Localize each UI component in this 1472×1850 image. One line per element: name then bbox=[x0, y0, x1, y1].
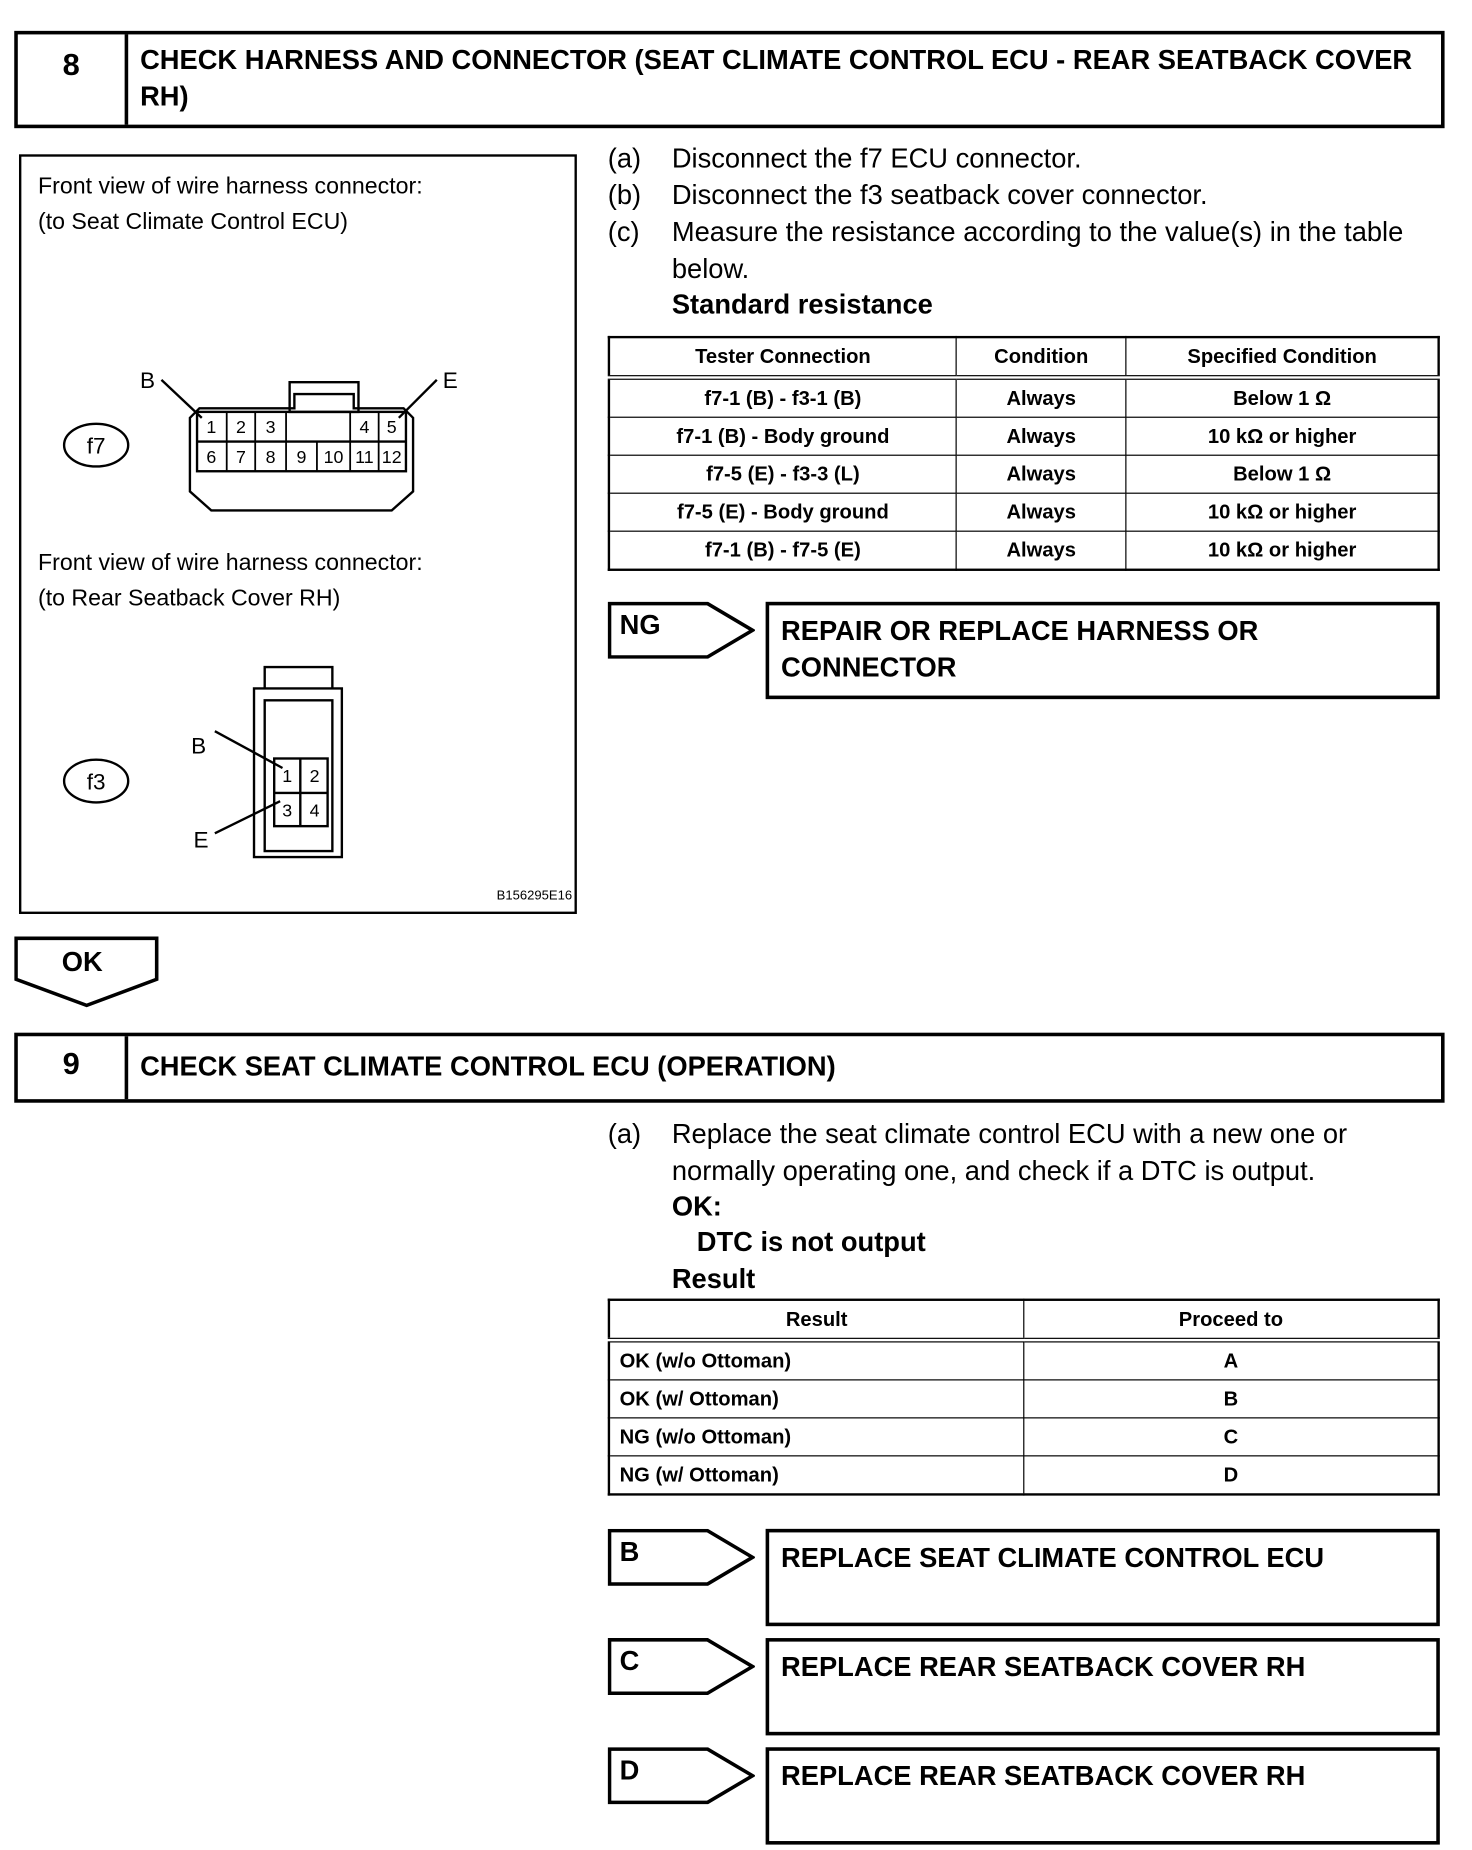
ng-arrow bbox=[608, 602, 755, 659]
step-number: 8 bbox=[18, 34, 128, 124]
outcome-label: B bbox=[619, 1535, 640, 1567]
table-row bbox=[609, 531, 1439, 570]
ok-criteria-text: DTC is not output bbox=[696, 1226, 926, 1258]
connector-id-f3: f3 bbox=[86, 769, 106, 795]
table-cell: NG (w/o Ottoman) bbox=[609, 1418, 1024, 1456]
table-cell: Always bbox=[956, 455, 1126, 493]
outcome-action-box: REPLACE REAR SEATBACK COVER RH bbox=[766, 1638, 1440, 1735]
caption-line: Front view of wire harness connector: bbox=[37, 173, 423, 200]
step-c bbox=[608, 214, 1444, 288]
table-row bbox=[609, 1418, 1439, 1456]
table-cell: A bbox=[1024, 1340, 1439, 1380]
pin-number: 4 bbox=[309, 800, 320, 821]
column-header: Specified Condition bbox=[1126, 337, 1438, 377]
table-cell: 10 kΩ or higher bbox=[1126, 531, 1438, 570]
label-b: B bbox=[191, 733, 207, 759]
pin-number: 5 bbox=[386, 417, 397, 438]
table-cell: C bbox=[1024, 1418, 1439, 1456]
caption-line: Front view of wire harness connector: bbox=[37, 549, 423, 576]
table-row bbox=[609, 1456, 1439, 1495]
table-row bbox=[609, 493, 1439, 531]
table-header-row bbox=[609, 337, 1439, 377]
outcome-label: D bbox=[619, 1754, 640, 1786]
step-a bbox=[608, 140, 1444, 177]
step-text: Replace the seat climate control ECU with a new one or normally operating one, and check if a DTC is output. bbox=[671, 1118, 1348, 1186]
table-cell: Always bbox=[956, 531, 1126, 570]
table-cell: Always bbox=[956, 377, 1126, 417]
step-label: (a) bbox=[607, 1118, 642, 1150]
pin-number: 10 bbox=[323, 446, 344, 467]
pin-number: 1 bbox=[282, 766, 293, 787]
column-header: Condition bbox=[956, 337, 1126, 377]
table-cell: D bbox=[1024, 1456, 1439, 1495]
ng-label: NG bbox=[619, 608, 661, 640]
table-cell: 10 kΩ or higher bbox=[1126, 493, 1438, 531]
ok-criteria-label: OK: bbox=[671, 1190, 722, 1222]
table-row bbox=[609, 417, 1439, 455]
pin-number: 1 bbox=[206, 417, 217, 438]
column-header: Tester Connection bbox=[609, 337, 956, 377]
table-cell: f7-1 (B) - Body ground bbox=[609, 417, 956, 455]
connector-diagram bbox=[19, 154, 577, 914]
caption-line: (to Rear Seatback Cover RH) bbox=[37, 585, 341, 612]
connector-drawings bbox=[21, 157, 579, 917]
outcome-action-box: REPLACE SEAT CLIMATE CONTROL ECU bbox=[766, 1529, 1440, 1626]
column-header: Proceed to bbox=[1024, 1300, 1439, 1340]
connector-id-f7: f7 bbox=[86, 433, 106, 459]
table-cell: Always bbox=[956, 417, 1126, 455]
ng-action-box: REPAIR OR REPLACE HARNESS OR CONNECTOR bbox=[766, 602, 1440, 699]
label-e: E bbox=[193, 827, 209, 853]
table-cell: 10 kΩ or higher bbox=[1126, 417, 1438, 455]
step-text: Disconnect the f3 seatback cover connector. bbox=[671, 179, 1208, 211]
pin-number: 3 bbox=[265, 417, 276, 438]
step-text: Disconnect the f7 ECU connector. bbox=[671, 142, 1082, 174]
result-label: Result bbox=[671, 1262, 756, 1294]
table-header-row bbox=[609, 1300, 1439, 1340]
step-title: CHECK SEAT CLIMATE CONTROL ECU (OPERATION) bbox=[140, 1050, 836, 1082]
table-cell: OK (w/o Ottoman) bbox=[609, 1340, 1024, 1380]
table-cell: Always bbox=[956, 493, 1126, 531]
step-b bbox=[608, 177, 1444, 214]
column-header: Result bbox=[609, 1300, 1024, 1340]
outcome-label: C bbox=[619, 1645, 640, 1677]
table-row bbox=[609, 1380, 1439, 1418]
result-table bbox=[608, 1299, 1440, 1496]
figure-id: B156295E16 bbox=[496, 887, 573, 903]
table-cell: B bbox=[1024, 1380, 1439, 1418]
table-row bbox=[609, 455, 1439, 493]
ok-arrow bbox=[14, 937, 159, 1008]
table-cell: f7-1 (B) - f7-5 (E) bbox=[609, 531, 956, 570]
step-title: CHECK HARNESS AND CONNECTOR (SEAT CLIMATE CONTROL ECU - REAR SEATBACK COVER RH) bbox=[140, 43, 1413, 112]
outcome-arrow bbox=[608, 1747, 755, 1804]
table-cell: f7-5 (E) - f3-3 (L) bbox=[609, 455, 956, 493]
table-row bbox=[609, 377, 1439, 417]
pin-number: 11 bbox=[355, 446, 374, 467]
step9-a bbox=[608, 1116, 1444, 1190]
pin-number: 4 bbox=[359, 417, 370, 438]
pin-number: 12 bbox=[381, 446, 402, 467]
label-b: B bbox=[140, 368, 156, 394]
pin-number: 2 bbox=[236, 417, 246, 438]
step-label: (c) bbox=[607, 216, 640, 247]
step-number: 9 bbox=[18, 1036, 128, 1099]
table-cell: f7-5 (E) - Body ground bbox=[609, 493, 956, 531]
outcome-arrow bbox=[608, 1638, 755, 1695]
table-cell: Below 1 Ω bbox=[1126, 455, 1438, 493]
table-cell: f7-1 (B) - f3-1 (B) bbox=[609, 377, 956, 417]
table-cell: Below 1 Ω bbox=[1126, 377, 1438, 417]
step-label: (a) bbox=[607, 142, 642, 174]
step-8-header bbox=[14, 31, 1444, 128]
step-text: Measure the resistance according to the value(s) in the table below. bbox=[671, 216, 1404, 284]
pin-number: 7 bbox=[236, 446, 246, 467]
table-cell: NG (w/ Ottoman) bbox=[609, 1456, 1024, 1495]
pin-number: 3 bbox=[282, 800, 293, 821]
standard-label: Standard resistance bbox=[671, 288, 933, 320]
pin-number: 8 bbox=[265, 446, 276, 467]
table-cell: OK (w/ Ottoman) bbox=[609, 1380, 1024, 1418]
ok-label: OK bbox=[61, 946, 103, 977]
pin-number: 2 bbox=[309, 766, 320, 787]
caption-line: (to Seat Climate Control ECU) bbox=[37, 208, 348, 236]
resistance-table bbox=[608, 336, 1440, 571]
step-label: (b) bbox=[607, 179, 642, 211]
table-row bbox=[609, 1340, 1439, 1380]
outcome-arrow bbox=[608, 1529, 755, 1586]
pin-number: 9 bbox=[296, 446, 307, 467]
outcome-action-box: REPLACE REAR SEATBACK COVER RH bbox=[766, 1747, 1440, 1844]
pin-number: 6 bbox=[206, 446, 217, 467]
label-e: E bbox=[442, 368, 458, 394]
step-9-header bbox=[14, 1033, 1444, 1103]
